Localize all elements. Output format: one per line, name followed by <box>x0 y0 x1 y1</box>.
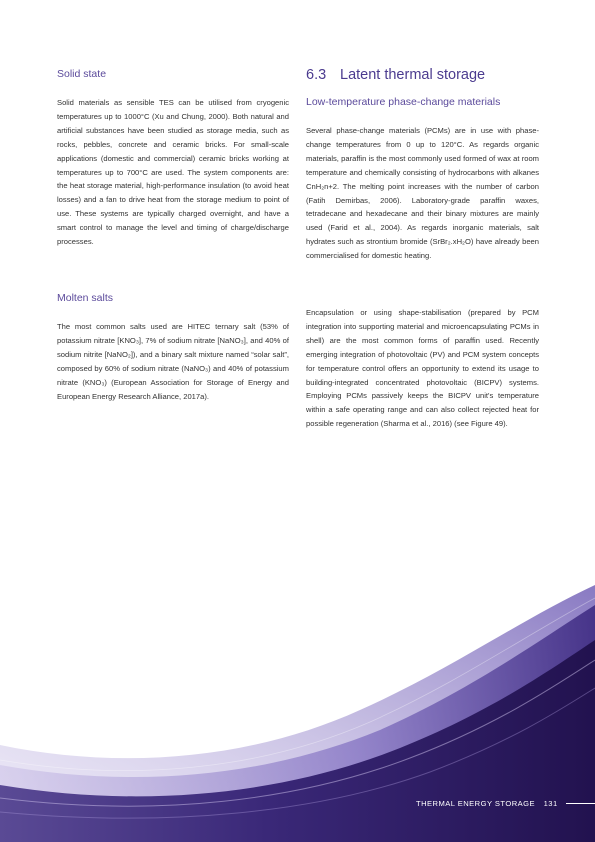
page-number: 131 <box>543 799 558 808</box>
solid-state-paragraph: Solid materials as sensible TES can be utilised from cryogenic temperatures up to 1000°C (Xu and Chung, 2000). Both natural and artificial substances have been studied as storage media, such as rocks, pebbles, concrete and ceramic bricks. For small-scale applications (domestic and commercial) ceramic bricks working at temperatures up to 700°C are used. The system components are: the heat storage material, high-performance insulation (to avoid heat losses) and a fan to drive heat from the storage medium to point of use. These systems are typically charged overnight, and have a smart control to manage the level and timing of charge/discharge processes. <box>57 98 289 247</box>
page-footer <box>416 799 558 808</box>
running-title: THERMAL ENERGY STORAGE <box>416 799 536 808</box>
section-title <box>306 67 485 83</box>
section-number: 6.3 <box>306 67 327 83</box>
pcm-subheading: Low-temperature phase-change materials <box>306 96 501 108</box>
footer-rule <box>566 803 595 804</box>
molten-salts-paragraph: The most common salts used are HITEC ternary salt (53% of potassium nitrate [KNO₃], 7% of sodium nitrate [NaNO₃], and 40% of sodium nitrite [NaNO₂]), and a binary salt mixture named “solar salt”, composed by 60% of sodium nitrate (NaNO₃) and 40% of potassium nitrate (KNO₃) (European Association for Storage of Energy and European Energy Research Alliance, 2017a). <box>57 322 289 401</box>
pcm-paragraph-2: Encapsulation or using shape-stabilisation (prepared by PCM integration into supporting material and microencapsulating PCMs in shell) are the most common forms of paraffin used. Recently emerging integration of photovoltaic (PV) and PCM system concepts for temperature control offers an opportunity to extend its usage to building-integrated concentrated photovoltaic (BICPV) systems. Employing PCMs passively keeps the BICPV unit's temperature within a safe operating range and can also collect rejected heat for possible regeneration (Sharma et al., 2016) (see Figure 49). <box>306 308 539 429</box>
pcm-paragraph-1: Several phase-change materials (PCMs) are in use with phase-change temperatures from 0 up to 120°C. As regards organic materials, paraffin is the most commonly used formed of wax at room temperature and chemically consisting of hydrocarbons with alkanes CnH₂n+2. The melting point increases with the number of carbon (Fatih Demirbas, 2006). Laboratory-grade paraffin waxes, tetradecane and hexadecane and their binary mixtures are mainly used (Farid et al., 2004). As regards inorganic materials, salt hydrates such as strontium bromide (SrBr₂.xH₂O) have already been commercialised for domestic heating. <box>306 126 539 261</box>
footer-separator <box>538 799 541 808</box>
section-title-text: Latent thermal storage <box>340 67 486 83</box>
molten-salts-heading: Molten salts <box>57 292 114 304</box>
solid-state-heading: Solid state <box>57 68 107 80</box>
